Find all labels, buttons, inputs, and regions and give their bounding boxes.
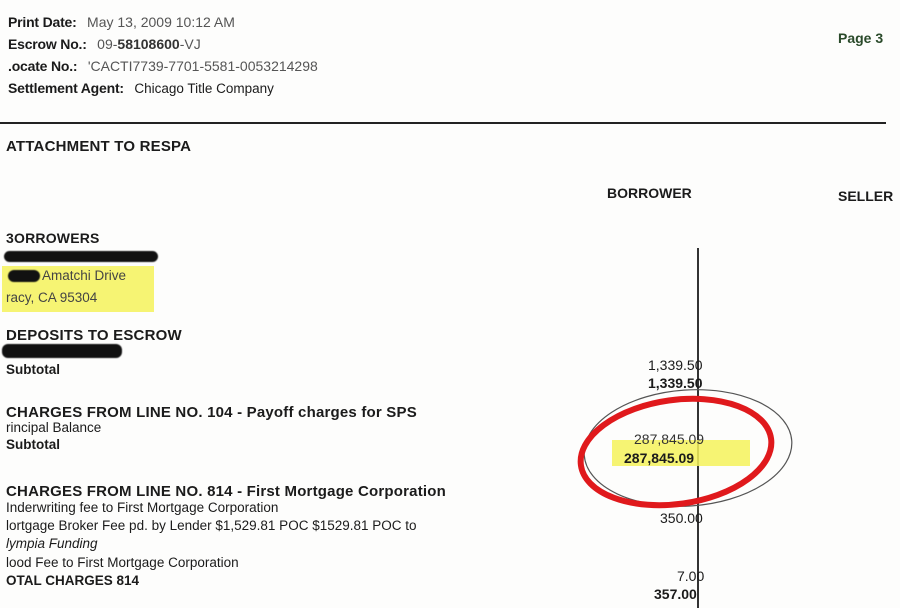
address-line2: racy, CA 95304 [6,290,98,305]
red-circle-annotation [574,387,779,517]
locate-label: .ocate No.: [8,58,78,74]
mortgage-amount-1: 350.00 [660,510,703,526]
address-line1: Amatchi Drive [42,268,127,283]
deposits-amount: 1,339.50 [648,357,703,373]
deposits-subtotal: 1,339.50 [648,375,703,391]
mortgage-line4: lood Fee to First Mortgage Corporation [6,555,239,570]
mortgage-amount-2: 7.00 [677,568,705,584]
mortgage-line2: lortgage Broker Fee pd. by Lender $1,529.81 POC $1529.81 POC to [6,518,417,533]
borrower-column-header: BORROWER [607,185,692,201]
page-number: Page 3 [838,30,884,46]
escrow-suffix: -VJ [179,36,201,52]
escrow-prefix: 09- [97,36,118,52]
mortgage-line1: Inderwriting fee to First Mortgage Corporation [6,500,279,515]
mortgage-total: 357.00 [654,586,697,602]
deposits-subtotal-label: Subtotal [6,362,60,377]
payoff-amount: 287,845.09 [634,431,705,447]
agent-value: Chicago Title Company [134,81,274,96]
payoff-subtotal: 287,845.09 [624,450,695,466]
mortgage-heading: CHARGES FROM LINE NO. 814 - First Mortgage Corporation [6,483,446,500]
print-date-label: Print Date: [8,14,77,30]
document-title: ATTACHMENT TO RESPA [6,138,192,155]
print-date-value: May 13, 2009 10:12 AM [87,14,235,30]
agent-label: Settlement Agent: [8,80,124,96]
seller-column-header: SELLER [838,188,894,204]
payoff-item-label: rincipal Balance [6,420,102,435]
escrow-number: 58108600 [117,36,180,52]
mortgage-line3: lympia Funding [6,536,98,551]
payoff-subtotal-label: Subtotal [6,437,60,452]
deposits-heading: DEPOSITS TO ESCROW [6,327,182,344]
escrow-label: Escrow No.: [8,36,87,52]
locate-value: 'CACTI7739-7701-5581-0053214298 [87,58,318,74]
pencil-ellipse [580,383,796,513]
mortgage-total-label: OTAL CHARGES 814 [6,573,140,588]
payoff-heading: CHARGES FROM LINE NO. 104 - Payoff charges for SPS [6,404,417,421]
borrowers-heading: 3ORROWERS [6,230,100,246]
